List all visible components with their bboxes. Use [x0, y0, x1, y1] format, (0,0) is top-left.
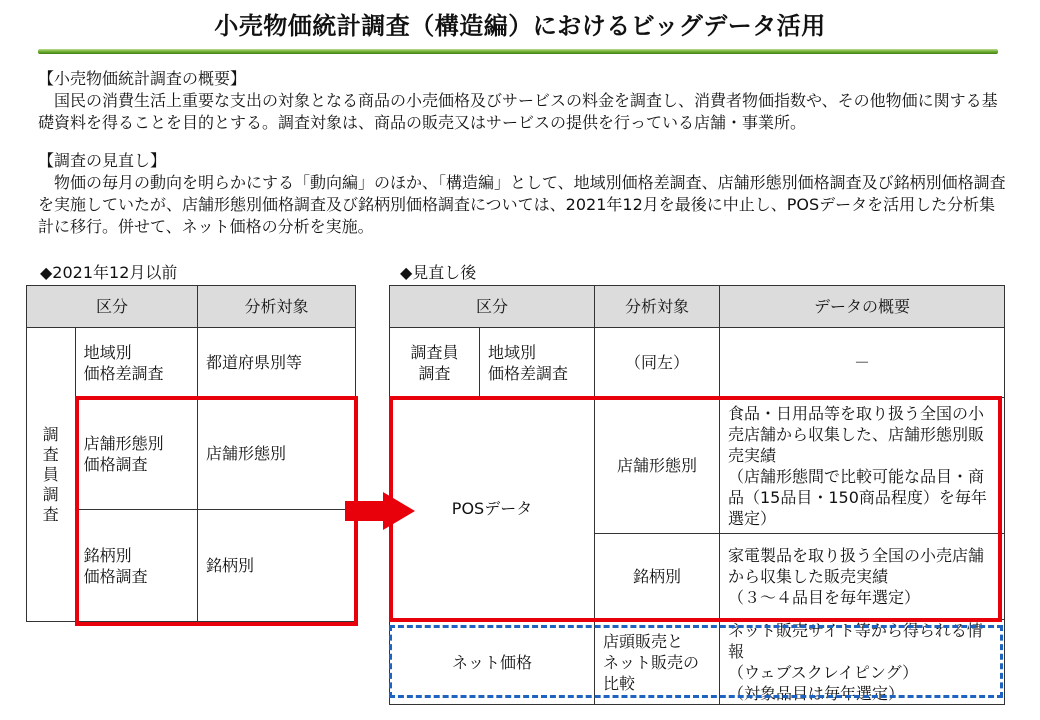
summary-cell: ネット販売サイト等から得られる情報 （ウェブスクレイピング） （対象品目は毎年選定）	[720, 620, 1005, 705]
column-header-category: 区分	[390, 286, 595, 328]
net-price-cell: ネット価格	[390, 620, 595, 705]
table-row	[27, 328, 356, 398]
category-cell: 店舗形態別 価格調査	[75, 398, 197, 510]
target-cell: 銘柄別	[595, 534, 720, 620]
table-header-row	[27, 286, 356, 328]
summary-cell: 家電製品を取り扱う全国の小売店舗から収集した販売実績 （３～４品目を毎年選定）	[720, 534, 1005, 620]
review-body: 物価の毎月の動向を明らかにする「動向編」のほか、「構造編」として、地域別価格差調査、店舗形態別価格調査及び銘柄別価格調査を実施していたが、店舗形態別価格調査及び銘柄別価格調査については、2021年12月を最後に中止し、POSデータを活用した分析集計に移行。併せて、ネット価格の分析を実施。	[38, 173, 1006, 236]
summary-cell: 食品・日用品等を取り扱う全国の小売店舗から収集した、店舗形態別販売実績 （店舗形態間で比較可能な品目・商品（15品目・150商品程度）を毎年選定）	[720, 398, 1005, 534]
table-row	[27, 398, 356, 510]
column-header-category: 区分	[27, 286, 198, 328]
before-label: ◆2021年12月以前	[40, 263, 178, 282]
after-table	[389, 285, 1005, 705]
page-title: 小売物価統計調査（構造編）におけるビッグデータ活用	[214, 12, 826, 40]
table-row	[27, 510, 356, 622]
column-header-target: 分析対象	[595, 286, 720, 328]
target-cell: 銘柄別	[198, 510, 356, 622]
group-cell-field-survey: 調査員調査	[27, 328, 76, 622]
overview-body: 国民の消費生活上重要な支出の対象となる商品の小売価格及びサービスの料金を調査し、消費者物価指数や、その他物価に関する基礎資料を得ることを目的とする。調査対象は、商品の販売又はサービスの提供を行っている店舗・事業所。	[38, 91, 998, 132]
pos-data-cell: POSデータ	[390, 398, 595, 620]
review-heading: 【調査の見直し】	[38, 151, 167, 170]
review-section	[38, 150, 1008, 238]
target-cell: 店舗形態別	[198, 398, 356, 510]
after-label: ◆見直し後	[400, 263, 477, 282]
summary-cell: －	[720, 328, 1005, 398]
target-cell: 都道府県別等	[198, 328, 356, 398]
overview-heading: 【小売物価統計調査の概要】	[38, 69, 247, 88]
transition-arrow-icon	[345, 492, 415, 530]
category-cell: 銘柄別 価格調査	[75, 510, 197, 622]
table-header-row	[390, 286, 1005, 328]
table-row	[390, 398, 1005, 534]
category-cell: 地域別 価格差調査	[480, 328, 595, 398]
target-cell: 店舗形態別	[595, 398, 720, 534]
before-table	[26, 285, 356, 622]
column-header-target: 分析対象	[198, 286, 356, 328]
column-header-summary: データの概要	[720, 286, 1005, 328]
target-cell: （同左）	[595, 328, 720, 398]
group-cell-field-survey: 調査員 調査	[390, 328, 480, 398]
table-row	[390, 620, 1005, 705]
table-row	[390, 328, 1005, 398]
overview-section	[38, 68, 1008, 134]
category-cell: 地域別 価格差調査	[75, 328, 197, 398]
target-cell: 店頭販売と ネット販売の 比較	[595, 620, 720, 705]
title-underline	[38, 49, 998, 54]
